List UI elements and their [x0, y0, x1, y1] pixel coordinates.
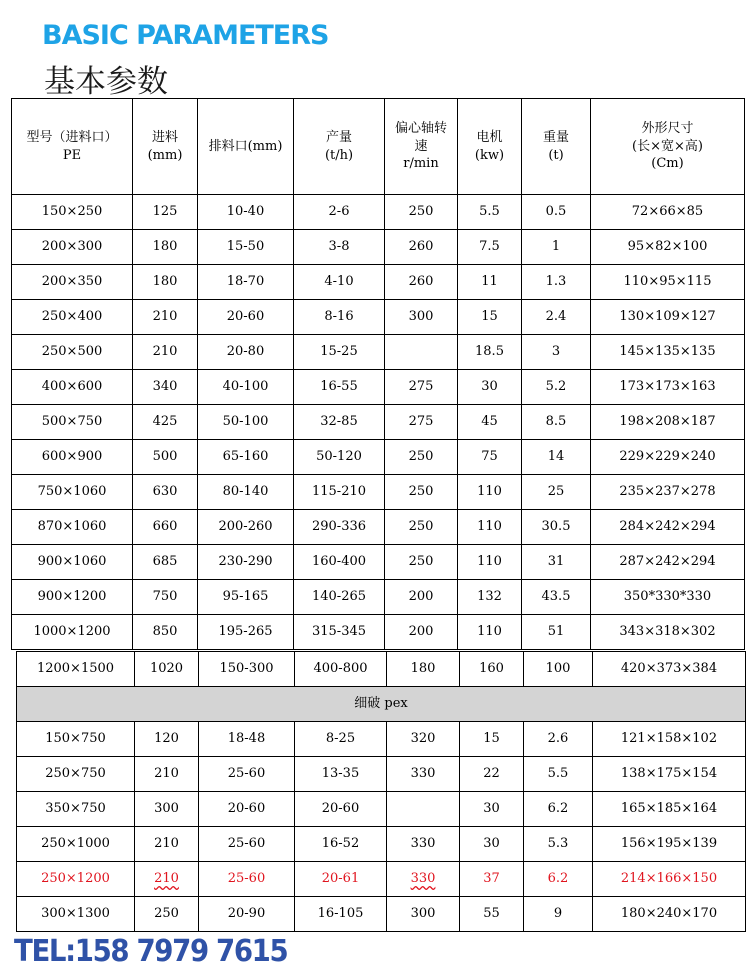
table-cell: [295, 792, 387, 827]
header-line: 产量: [325, 129, 352, 145]
table-cell: 25: [522, 475, 591, 510]
cell-text: 20-90: [227, 906, 266, 922]
table-row: [17, 792, 746, 827]
table-cell: 250: [385, 195, 458, 230]
table-cell: 110: [458, 615, 522, 650]
table-cell: 260: [385, 230, 458, 265]
cell-text: 18-48: [227, 731, 266, 747]
header-line: 电机: [476, 129, 503, 145]
table-cell: 275: [385, 370, 458, 405]
cell-text: 37: [483, 871, 500, 887]
table-cell: 45: [458, 405, 522, 440]
table-cell: 40-100: [198, 370, 294, 405]
header-cell: [294, 99, 385, 195]
table-cell: 198×208×187: [591, 405, 745, 440]
table-cell: [460, 792, 524, 827]
section-label-cell: [17, 687, 746, 722]
table-cell: [17, 757, 135, 792]
table-cell: 3: [522, 335, 591, 370]
cell-text: 20-60: [321, 801, 360, 817]
table-cell: 210: [133, 335, 198, 370]
cell-text: 6.2: [547, 871, 569, 887]
table-row-highlighted: [17, 862, 746, 897]
table-cell: 300: [385, 300, 458, 335]
table-cell: [199, 862, 295, 897]
header-line: 外形尺寸: [641, 121, 694, 137]
cell-text: 250×750: [45, 766, 106, 782]
cell-text: 250×1200: [41, 871, 110, 887]
table-cell: [17, 827, 135, 862]
cell-text: 156×195×139: [620, 836, 718, 852]
header-line: PE: [62, 147, 82, 163]
table-cell: [593, 792, 746, 827]
table-cell: 18.5: [458, 335, 522, 370]
table-cell: 7.5: [458, 230, 522, 265]
table-cell: 235×237×278: [591, 475, 745, 510]
table-cell: 660: [133, 510, 198, 545]
table-cell: 230-290: [198, 545, 294, 580]
table-cell: 287×242×294: [591, 545, 745, 580]
cell-text: 150×750: [45, 731, 106, 747]
table-cell: [199, 827, 295, 862]
cell-text: 138×175×154: [620, 766, 718, 782]
table-cell: [135, 757, 199, 792]
table-cell: [199, 792, 295, 827]
table-row: [12, 510, 745, 545]
table-cell: 500: [133, 440, 198, 475]
table-cell: 1000×1200: [12, 615, 133, 650]
table-row: [12, 475, 745, 510]
table-cell: 284×242×294: [591, 510, 745, 545]
table-row: [12, 335, 745, 370]
table-cell: 10-40: [198, 195, 294, 230]
table-cell: 95×82×100: [591, 230, 745, 265]
header-cell: [133, 99, 198, 195]
cell-text: 8-25: [325, 731, 356, 747]
table-cell: [135, 792, 199, 827]
cell-text: 5.5: [547, 766, 569, 782]
table-cell: 200: [385, 580, 458, 615]
cell-text: 25-60: [227, 836, 266, 852]
table-cell: [524, 792, 593, 827]
cell-text: 2.6: [547, 731, 569, 747]
cell-text: 30: [483, 801, 500, 817]
table-cell: 229×229×240: [591, 440, 745, 475]
table-cell: 200-260: [198, 510, 294, 545]
table-cell: 72×66×85: [591, 195, 745, 230]
header-cell: [591, 99, 745, 195]
table-cell: [199, 757, 295, 792]
cell-text: 121×158×102: [620, 731, 718, 747]
table-row: [12, 230, 745, 265]
cell-text: 20-61: [321, 871, 360, 887]
table-cell: 3-8: [294, 230, 385, 265]
cell-text: 250×1000: [41, 836, 110, 852]
table-cell: 14: [522, 440, 591, 475]
table-cell: 1020: [135, 652, 199, 687]
table-row: [17, 827, 746, 862]
table-cell: [295, 897, 387, 932]
table-cell: 350*330*330: [591, 580, 745, 615]
table-cell: [387, 722, 460, 757]
table-cell: 30.5: [522, 510, 591, 545]
header-line: 偏心轴转: [394, 121, 447, 137]
cell-text: 300: [410, 906, 436, 922]
header-line: 重量: [542, 129, 569, 145]
cell-text: 9: [553, 906, 563, 922]
cell-text: 16-105: [317, 906, 364, 922]
table-cell: 685: [133, 545, 198, 580]
table-cell: 750: [133, 580, 198, 615]
table-cell: 145×135×135: [591, 335, 745, 370]
table-cell: 110: [458, 475, 522, 510]
table-cell: [17, 792, 135, 827]
table-cell: 18-70: [198, 265, 294, 300]
table-cell: 5.5: [458, 195, 522, 230]
header-cell: [385, 99, 458, 195]
table-cell: 290-336: [294, 510, 385, 545]
table-cell: 31: [522, 545, 591, 580]
table-cell: 30: [458, 370, 522, 405]
cell-text: 330: [410, 836, 436, 852]
table-cell: 20-60: [198, 300, 294, 335]
table-cell: [295, 757, 387, 792]
table-cell: 65-160: [198, 440, 294, 475]
header-line: 型号（进料口）: [26, 129, 118, 145]
table-cell: 16-55: [294, 370, 385, 405]
table-cell: 343×318×302: [591, 615, 745, 650]
cell-text: 320: [410, 731, 436, 747]
table-cell: 200: [385, 615, 458, 650]
table-cell: [460, 757, 524, 792]
table-cell: 150-300: [199, 652, 295, 687]
table-header-row: [12, 99, 745, 195]
table-cell: 250: [385, 545, 458, 580]
table-cell: [593, 827, 746, 862]
table-cell: [199, 897, 295, 932]
cell-text: 300: [154, 801, 179, 817]
table-cell: [593, 722, 746, 757]
table-cell: [295, 827, 387, 862]
cell-text: 210: [154, 836, 179, 852]
header-line: 速: [414, 138, 428, 154]
table-cell: 250×500: [12, 335, 133, 370]
table-cell: 250: [385, 440, 458, 475]
table-cell: 420×373×384: [593, 652, 746, 687]
table-cell: 5.2: [522, 370, 591, 405]
table-cell: 425: [133, 405, 198, 440]
table-row: [12, 545, 745, 580]
table-cell: 210: [133, 300, 198, 335]
table-cell: 11: [458, 265, 522, 300]
header-line: r/min: [403, 156, 439, 172]
table-cell: 95-165: [198, 580, 294, 615]
table-cell: 275: [385, 405, 458, 440]
table-cell: 500×750: [12, 405, 133, 440]
header-cell: [198, 99, 294, 195]
table-cell: [593, 897, 746, 932]
table-cell: [524, 827, 593, 862]
table-row: [17, 652, 746, 687]
table-cell: 180: [133, 265, 198, 300]
table-cell: 32-85: [294, 405, 385, 440]
table-cell: 125: [133, 195, 198, 230]
header-line: (Cm): [651, 156, 684, 172]
table-row: [17, 757, 746, 792]
table-cell: [17, 862, 135, 897]
table-cell: 50-100: [198, 405, 294, 440]
table-cell: [593, 862, 746, 897]
table-cell: [17, 897, 135, 932]
cell-text: 6.2: [547, 801, 569, 817]
table-cell: [387, 862, 460, 897]
header-cell: [522, 99, 591, 195]
cell-text: 25-60: [227, 871, 266, 887]
table-cell: [460, 862, 524, 897]
table-cell: 75: [458, 440, 522, 475]
table-cell: [387, 897, 460, 932]
header-line: (mm): [147, 147, 183, 163]
title-cn: 基本参数: [44, 64, 168, 100]
table-cell: 750×1060: [12, 475, 133, 510]
table-cell: 200×300: [12, 230, 133, 265]
table-cell: 630: [133, 475, 198, 510]
table-cell: [524, 862, 593, 897]
table-cell: 180: [133, 230, 198, 265]
table-row: [12, 580, 745, 615]
parameters-table-continued: [16, 651, 746, 932]
table-cell: [135, 827, 199, 862]
cell-text: 165×185×164: [620, 801, 718, 817]
table-cell: 51: [522, 615, 591, 650]
cell-text: 210: [154, 766, 179, 782]
table-cell: [385, 335, 458, 370]
table-cell: 160: [460, 652, 524, 687]
table-cell: [460, 827, 524, 862]
table-cell: 400-800: [295, 652, 387, 687]
cell-text: 120: [154, 731, 179, 747]
table-cell: 250: [385, 510, 458, 545]
cell-text: 55: [483, 906, 500, 922]
cell-text: 330: [410, 871, 436, 887]
title-en: BASIC PARAMETERS: [42, 20, 329, 51]
table-cell: 0.5: [522, 195, 591, 230]
table-cell: 15: [458, 300, 522, 335]
table-cell: [17, 722, 135, 757]
header-line: 排料口(mm): [208, 138, 283, 154]
table-cell: 8.5: [522, 405, 591, 440]
cell-text: 250: [154, 906, 179, 922]
table-cell: 15-25: [294, 335, 385, 370]
header-line: (kw): [474, 147, 505, 163]
table-cell: [295, 722, 387, 757]
table-cell: 315-345: [294, 615, 385, 650]
table-cell: [387, 792, 460, 827]
table-row: [17, 897, 746, 932]
cell-text: 210: [154, 871, 179, 887]
cell-text: 25-60: [227, 766, 266, 782]
cell-text: 15: [483, 731, 500, 747]
table-cell: [135, 862, 199, 897]
table-row: [12, 370, 745, 405]
table-cell: 110×95×115: [591, 265, 745, 300]
table-row: [17, 722, 746, 757]
cell-text: 180×240×170: [620, 906, 718, 922]
table-cell: [524, 757, 593, 792]
table-cell: 200×350: [12, 265, 133, 300]
cell-text: 22: [483, 766, 500, 782]
table-cell: 4-10: [294, 265, 385, 300]
cell-text: 20-60: [227, 801, 266, 817]
table-cell: 160-400: [294, 545, 385, 580]
table-row: [12, 440, 745, 475]
table-cell: 260: [385, 265, 458, 300]
table-cell: 173×173×163: [591, 370, 745, 405]
table-cell: 140-265: [294, 580, 385, 615]
table-cell: 150×250: [12, 195, 133, 230]
table-cell: 110: [458, 510, 522, 545]
table-cell: 400×600: [12, 370, 133, 405]
table-cell: 850: [133, 615, 198, 650]
table-cell: 43.5: [522, 580, 591, 615]
table-cell: 132: [458, 580, 522, 615]
table-cell: [135, 897, 199, 932]
parameters-table-main: [11, 98, 745, 650]
table-cell: 2-6: [294, 195, 385, 230]
header-cell: [458, 99, 522, 195]
table-cell: [387, 827, 460, 862]
section-label: 细破 pex: [354, 696, 408, 712]
table-cell: 115-210: [294, 475, 385, 510]
table-cell: 8-16: [294, 300, 385, 335]
table-cell: [460, 722, 524, 757]
table-cell: [524, 722, 593, 757]
header-line: (t/h): [324, 147, 354, 163]
table-cell: [387, 757, 460, 792]
table-cell: 1200×1500: [17, 652, 135, 687]
header-line: (长×宽×高): [632, 138, 703, 154]
table-cell: 20-80: [198, 335, 294, 370]
table-cell: [295, 862, 387, 897]
table-cell: 50-120: [294, 440, 385, 475]
table-cell: 250×400: [12, 300, 133, 335]
table-cell: 1: [522, 230, 591, 265]
table-cell: 600×900: [12, 440, 133, 475]
cell-text: 300×1300: [41, 906, 110, 922]
table-cell: [199, 722, 295, 757]
header-cell: [12, 99, 133, 195]
cell-text: 30: [483, 836, 500, 852]
header-line: (t): [548, 147, 564, 163]
table-cell: 130×109×127: [591, 300, 745, 335]
cell-text: 330: [410, 766, 436, 782]
section-row: [17, 687, 746, 722]
table-cell: 80-140: [198, 475, 294, 510]
table-cell: 1.3: [522, 265, 591, 300]
table-cell: 900×1060: [12, 545, 133, 580]
table-cell: [593, 757, 746, 792]
table-cell: 2.4: [522, 300, 591, 335]
table-cell: [460, 897, 524, 932]
table-cell: [135, 722, 199, 757]
table-row: [12, 615, 745, 650]
cell-text: 5.3: [547, 836, 569, 852]
table-cell: 870×1060: [12, 510, 133, 545]
table-cell: 100: [524, 652, 593, 687]
cell-text: 13-35: [321, 766, 360, 782]
cell-text: 214×166×150: [620, 871, 718, 887]
table-row: [12, 265, 745, 300]
table-cell: 900×1200: [12, 580, 133, 615]
table-cell: 250: [385, 475, 458, 510]
telephone-number: TEL:158 7979 7615: [14, 934, 288, 969]
cell-text: 350×750: [45, 801, 106, 817]
table-cell: 340: [133, 370, 198, 405]
table-cell: [524, 897, 593, 932]
header-line: 进料: [151, 129, 178, 145]
table-row: [12, 195, 745, 230]
table-row: [12, 405, 745, 440]
table-cell: 195-265: [198, 615, 294, 650]
table-cell: 110: [458, 545, 522, 580]
table-row: [12, 300, 745, 335]
table-cell: 15-50: [198, 230, 294, 265]
table-cell: 180: [387, 652, 460, 687]
cell-text: 16-52: [321, 836, 360, 852]
